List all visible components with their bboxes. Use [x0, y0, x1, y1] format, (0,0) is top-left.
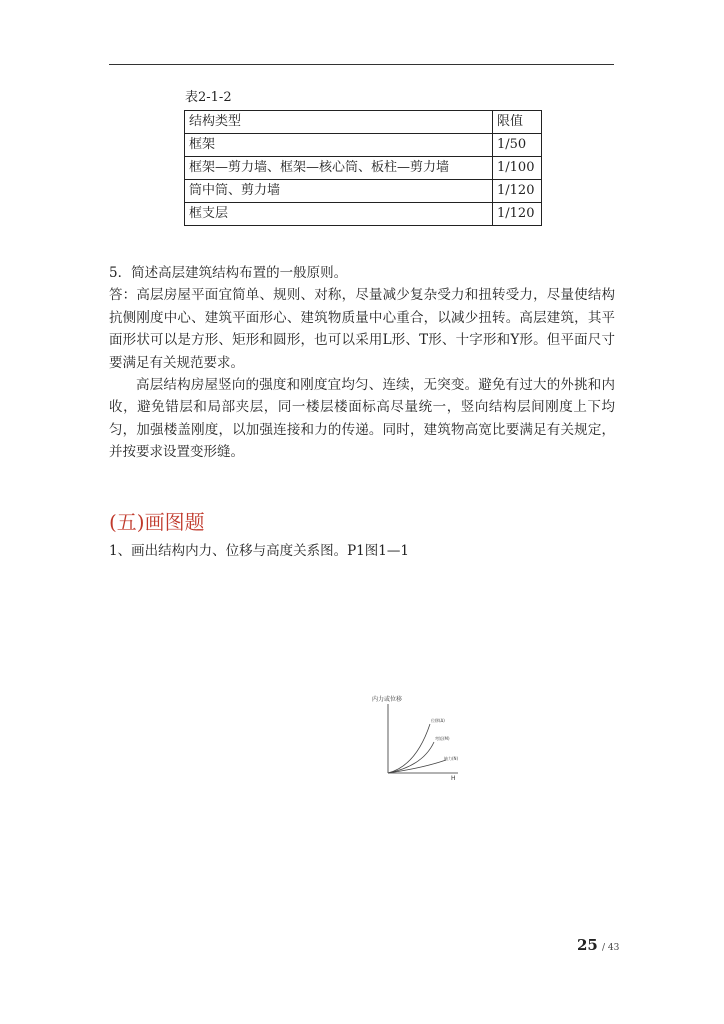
table-cell-limit: 1/100: [493, 157, 542, 180]
table-caption: 表2-1-2: [185, 90, 232, 105]
table-row: [185, 180, 542, 203]
page-number: [577, 936, 619, 957]
header-rule: [109, 64, 614, 65]
question-5: 5．简述高层建筑结构布置的一般原则。: [109, 265, 348, 281]
table-cell-limit: 1/120: [493, 180, 542, 203]
figure-curve-label: 位移(Δ): [431, 718, 445, 723]
limits-table: [184, 110, 542, 226]
figure-curve-label: 轴力(N): [444, 756, 459, 761]
figure-curve-displacement: [388, 724, 430, 773]
table-row: [185, 134, 542, 157]
table-row: [185, 157, 542, 180]
table-cell-type: 框支层: [185, 203, 493, 226]
table-header-limit: 限值: [493, 111, 542, 134]
figure-x-label: H: [451, 775, 456, 782]
force-displacement-height-diagram: [368, 690, 464, 782]
drawing-question-1: 1、画出结构内力、位移与高度关系图。P1图1—1: [109, 543, 409, 559]
table-header-row: [185, 111, 542, 134]
table-cell-limit: 1/50: [493, 134, 542, 157]
figure-curve-label: 弯矩(M): [435, 736, 450, 741]
question-5-block: [109, 262, 615, 464]
table-cell-type: 筒中筒、剪力墙: [185, 180, 493, 203]
table-row: [185, 203, 542, 226]
section-heading: (五)画图题: [109, 510, 205, 534]
table-header-type: 结构类型: [185, 111, 493, 134]
table-cell-limit: 1/120: [493, 203, 542, 226]
answer-paragraph-2: 高层结构房屋竖向的强度和刚度宜均匀、连续，无突变。避免有过大的外挑和内收，避免错层和局部夹层，同一楼层楼面标高尽量统一，竖向结构层间刚度上下均匀，加强楼盖刚度，以加强连接和力的传递。同时，建筑物高宽比要满足有关规定，并按要求设置变形缝。: [109, 377, 615, 461]
answer-paragraph-1: 答：高层房屋平面宜简单、规则、对称，尽量减少复杂受力和扭转受力，尽量使结构抗侧刚度中心、建筑平面形心、建筑物质量中心重合，以减少扭转。高层建筑，其平面形状可以是方形、矩形和圆形，也可以采用L形、T形、十字形和Y形。但平面尺寸要满足有关规范要求。: [109, 287, 615, 371]
table-cell-type: 框架: [185, 134, 493, 157]
figure-curve-moment: [388, 742, 434, 773]
page-current: 25: [577, 936, 598, 954]
page-total: / 43: [602, 943, 620, 953]
figure-y-label: 内力或位移: [372, 696, 403, 703]
table-cell-type: 框架—剪力墙、框架—核心筒、板柱—剪力墙: [185, 157, 493, 180]
